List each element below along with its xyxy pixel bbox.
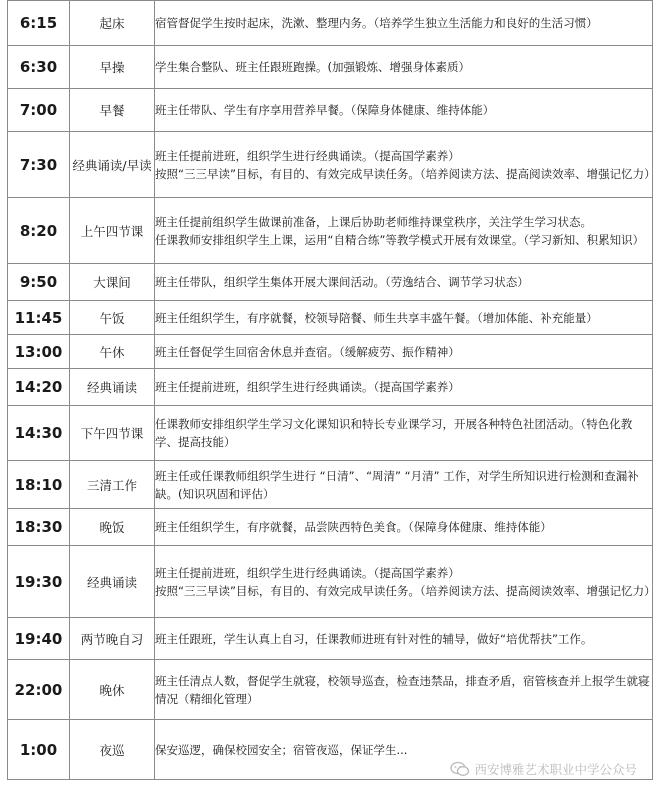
activity-cell: 经典诵读 — [70, 546, 155, 618]
schedule-body — [8, 1, 656, 780]
description-line: 班主任提前组织学生做课前准备，上课后协助老师维持课堂秩序，关注学生学习状态。 — [155, 214, 592, 229]
schedule-row — [8, 369, 653, 406]
schedule-row — [8, 264, 653, 301]
description-line: 班主任提前进班，组织学生进行经典诵读。（提高国学素养） — [155, 565, 460, 580]
time-cell: 7:00 — [8, 89, 70, 132]
watermark — [450, 760, 637, 778]
time-cell: 6:15 — [8, 1, 70, 46]
time-cell: 6:30 — [8, 46, 70, 89]
activity-cell: 三清工作 — [70, 461, 155, 509]
description-line: 班主任清点人数，督促学生就寝，校领导巡查，检查违禁品，排查矛盾，宿管核查并上报学生就寝情况（精细化管理） — [155, 673, 650, 706]
schedule-row — [8, 509, 653, 546]
activity-cell: 午饭 — [70, 301, 155, 335]
description-cell — [155, 618, 653, 660]
description-line: 按照“三三早读”目标，有目的、有效完成早读任务。（培养阅读方法、提高阅读效率、增强记忆力） — [155, 583, 656, 598]
watermark-text: 西安博雅艺术职业中学公众号 — [474, 762, 637, 777]
description-line: 班主任督促学生回宿舍休息并查宿。（缓解疲劳、振作精神） — [155, 344, 460, 359]
description-cell — [155, 264, 653, 301]
description-cell — [155, 335, 653, 369]
description-line: 班主任带队、学生有序享用营养早餐。（保障身体健康、维持体能） — [155, 103, 495, 117]
description-line: 班主任组织学生，有序就餐，校领导陪餐、师生共享丰盛午餐。（增加体能、补充能量） — [155, 310, 598, 325]
description-line: 班主任跟班，学生认真上自习，任课教师进班有针对性的辅导，做好“培优帮扶”工作。 — [155, 631, 593, 646]
schedule-row — [8, 546, 653, 618]
activity-cell: 经典诵读 — [70, 369, 155, 406]
activity-cell: 下午四节课 — [70, 406, 155, 461]
activity-cell: 早操 — [70, 46, 155, 89]
time-cell: 18:10 — [8, 461, 70, 509]
description-line: 班主任带队，组织学生集体开展大课间活动。（劳逸结合、调节学习状态） — [155, 275, 529, 289]
schedule-row — [8, 660, 653, 720]
time-cell: 1:00 — [8, 720, 70, 780]
time-cell: 8:20 — [8, 198, 70, 264]
activity-cell: 经典诵读/早读 — [70, 132, 155, 198]
description-cell — [155, 660, 653, 720]
activity-cell: 晚饭 — [70, 509, 155, 546]
description-cell — [155, 509, 653, 546]
description-line: 宿管督促学生按时起床，洗漱、整理内务。（培养学生独立生活能力和良好的生活习惯） — [155, 16, 598, 30]
activity-cell: 两节晚自习 — [70, 618, 155, 660]
schedule-row — [8, 335, 653, 369]
time-cell: 14:20 — [8, 369, 70, 406]
description-line: 保安巡逻，确保校园安全；宿管夜巡，保证学生... — [155, 742, 408, 757]
activity-cell: 晚休 — [70, 660, 155, 720]
activity-cell: 早餐 — [70, 89, 155, 132]
description-line: 任课教师安排组织学生学习文化课知识和特长专业课学习，开展各种特色社团活动。（特色化教学、提高技能） — [155, 417, 633, 449]
activity-cell: 夜巡 — [70, 720, 155, 780]
time-cell: 7:30 — [8, 132, 70, 198]
schedule-row — [8, 461, 653, 509]
time-cell: 11:45 — [8, 301, 70, 335]
description-cell — [155, 301, 653, 335]
description-line: 任课教师安排组织学生上课，运用“自精合练”等教学模式开展有效课堂。（学习新知、积累知识） — [155, 232, 645, 247]
activity-cell: 午休 — [70, 335, 155, 369]
description-cell — [155, 369, 653, 406]
description-cell — [155, 546, 656, 618]
time-cell: 14:30 — [8, 406, 70, 461]
description-cell — [155, 1, 653, 46]
time-cell: 19:40 — [8, 618, 70, 660]
schedule-row — [8, 406, 653, 461]
schedule-row — [8, 46, 653, 89]
schedule-row — [8, 618, 653, 660]
schedule-row — [8, 89, 653, 132]
schedule-row — [8, 1, 653, 46]
schedule-row — [8, 301, 653, 335]
activity-cell: 上午四节课 — [70, 198, 155, 264]
activity-cell: 起床 — [70, 1, 155, 46]
time-cell: 22:00 — [8, 660, 70, 720]
time-cell: 13:00 — [8, 335, 70, 369]
description-cell — [155, 89, 653, 132]
time-cell: 19:30 — [8, 546, 70, 618]
description-cell — [155, 46, 653, 89]
wechat-icon — [450, 761, 470, 777]
description-cell — [155, 198, 653, 264]
description-line: 班主任提前进班，组织学生进行经典诵读。（提高国学素养） — [155, 148, 460, 163]
description-line: 班主任或任课教师组织学生进行 “日清”、“周清” “月清” 工作，对学生所知识进行检测和查漏补缺。(知识巩固和评估） — [155, 468, 639, 501]
time-cell: 9:50 — [8, 264, 70, 301]
description-line: 班主任提前进班，组织学生进行经典诵读。（提高国学素养） — [155, 380, 460, 394]
description-line: 按照“三三早读”目标，有目的、有效完成早读任务。（培养阅读方法、提高阅读效率、增强记忆力） — [155, 166, 656, 181]
description-cell — [155, 132, 656, 198]
schedule-row — [8, 198, 653, 264]
description-cell — [155, 406, 653, 461]
description-line: 班主任组织学生，有序就餐，品尝陕西特色美食。（保障身体健康、维持体能） — [155, 520, 552, 534]
activity-cell: 大课间 — [70, 264, 155, 301]
time-cell: 18:30 — [8, 509, 70, 546]
schedule-row — [8, 132, 653, 198]
description-cell — [155, 461, 653, 509]
description-line: 学生集合整队、班主任跟班跑操。(加强锻炼、增强身体素质） — [155, 60, 470, 74]
daily-schedule-table — [7, 0, 656, 780]
